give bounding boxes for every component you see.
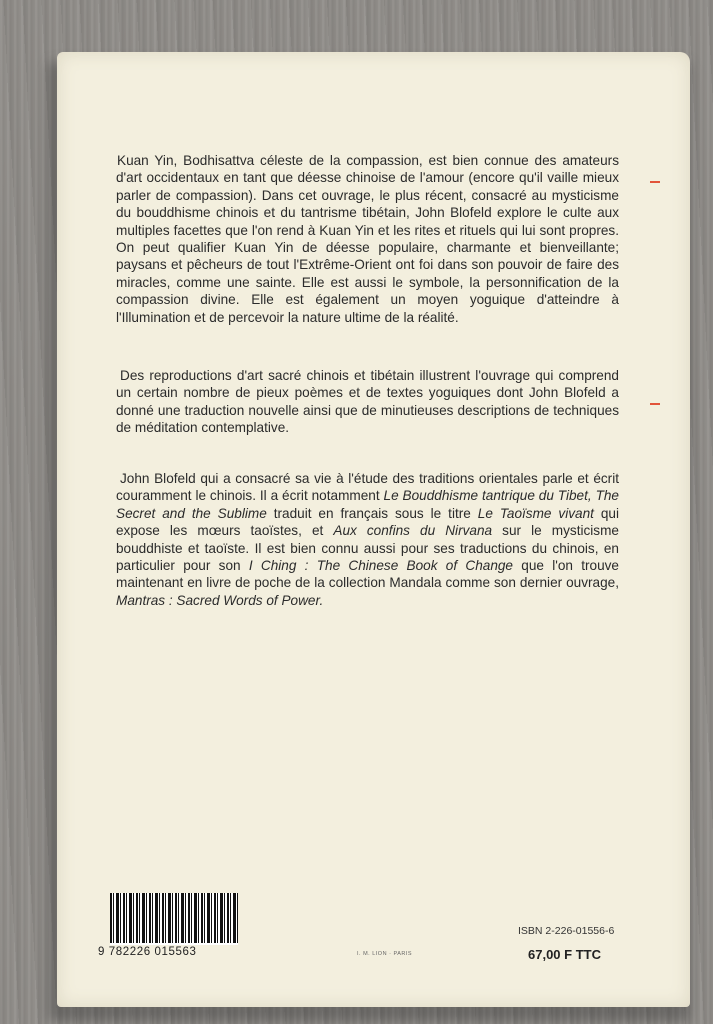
price-label: 67,00 F TTC [528,947,601,962]
barcode-digits: 9 782226 015563 [98,946,197,958]
author-paragraph [116,470,619,609]
printer-imprint: I. M. LION · PARIS [357,951,413,957]
book-title-1: Le Bouddhisme tantrique du Tibet, The Secret and the Sublime [116,488,619,521]
barcode [110,893,238,943]
book-title-5: Mantras : Sacred Words of Power. [116,592,324,608]
book-title-2: Le Taoïsme vivant [477,505,594,521]
author-text-3: qui expose les mœurs taoïstes, et [116,505,619,539]
blurb-paragraph-2: Des reproductions d'art sacré chinois et tibétain illustrent l'ouvrage qui comprend un certain nombre de pieux poèmes et de textes yoguiques dont John Blofeld a donné une traduction nouvelle ainsi que de minutieuses descriptions de techniques de méditation contemplative. [116,368,619,436]
author-text-2: traduit en français sous le titre [266,505,478,521]
isbn-label: ISBN 2-226-01556-6 [518,925,615,937]
author-text-5: que l'on trouve maintenant en livre de poche de la collection Mandala comme son dernier ouvrage, [116,558,619,591]
edge-mark-bottom [650,403,660,405]
book-title-3: Aux confins du Nirvana [333,523,493,539]
author-text-1: John Blofeld qui a consacré sa vie à l'étude des traditions orientales parle et écrit couramment le chinois. Il a écrit notamment [116,471,619,504]
book-title-4: I Ching : The Chinese Book of Change [248,558,513,574]
blurb-paragraph-1: Kuan Yin, Bodhisattva céleste de la compassion, est bien connue des amateurs d'art occidentaux en tant que déesse chinoise de l'amour (encore qu'il vaille mieux parler de compassion). Dans cet ouvrage, le plus récent, consacré au mysticisme du bouddhisme chinois et du tantrisme tibétain, John Blofeld explore le culte aux multiples facettes que l'on rend à Kuan Yin et les rites et rituels qui lui sont propres. On peut qualifier Kuan Yin de déesse populaire, charmante et bienveillante; paysans et pêcheurs de tout l'Extrême-Orient ont foi dans son pouvoir de faire des miracles, comme une sainte. Elle est aussi le symbole, la personnification de la compassion divine. Elle est également un moyen yoguique d'atteindre à l'Illumination et de percevoir la nature ultime de la réalité. [116,153,619,325]
edge-mark-top [650,181,660,183]
author-text-4: sur le mysticisme bouddhiste et taoïste. Il est bien connu aussi pour ses traductions du chinois, en particulier pour son [116,523,619,574]
